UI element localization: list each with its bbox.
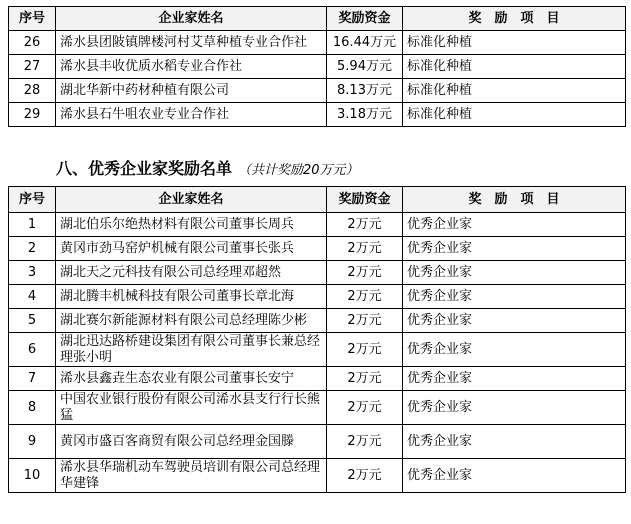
row-project: 优秀企业家: [403, 285, 626, 309]
header-index: 序号: [9, 7, 56, 31]
row-amount: 2万元: [327, 309, 403, 333]
row-name: 湖北赛尔新能源材料有限公司总经理陈少彬: [56, 309, 327, 333]
row-index: 6: [9, 333, 56, 367]
table-row: [9, 391, 626, 425]
row-index: 8: [9, 391, 56, 425]
row-amount: 2万元: [327, 237, 403, 261]
table-row: [9, 237, 626, 261]
row-name: 黄冈市盛百客商贸有限公司总经理金国滕: [56, 425, 327, 459]
row-amount: 5.94万元: [327, 55, 403, 79]
row-name: 湖北伯乐尔绝热材料有限公司董事长周兵: [56, 213, 327, 237]
row-name: 湖北迅达路桥建设集团有限公司董事长兼总经理张小明: [56, 333, 327, 367]
row-index: 2: [9, 237, 56, 261]
row-name: 浠水县华瑞机动车驾驶员培训有限公司总经理华建锋: [56, 459, 327, 493]
header-index: 序号: [9, 187, 56, 213]
row-project: 优秀企业家: [403, 261, 626, 285]
row-index: 27: [9, 55, 56, 79]
header-project: 奖 励 项 目: [403, 187, 626, 213]
row-index: 9: [9, 425, 56, 459]
table-row: [9, 31, 626, 55]
header-name: 企业家姓名: [56, 187, 327, 213]
table-row: [9, 309, 626, 333]
award-table-standardized-planting: [8, 6, 626, 127]
row-amount: 2万元: [327, 333, 403, 367]
row-name: 浠水县团陂镇牌楼河村艾草种植专业合作社: [56, 31, 327, 55]
row-index: 7: [9, 367, 56, 391]
award-table-outstanding-entrepreneurs: [8, 186, 626, 493]
section-heading: [56, 156, 359, 179]
header-project: 奖 励 项 目: [403, 7, 626, 31]
row-index: 3: [9, 261, 56, 285]
row-index: 1: [9, 213, 56, 237]
header-amount: 奖励资金: [327, 187, 403, 213]
row-name: 浠水县石牛咀农业专业合作社: [56, 103, 327, 127]
table-row: [9, 285, 626, 309]
row-amount: 2万元: [327, 391, 403, 425]
row-name: 湖北天之元科技有限公司总经理邓超然: [56, 261, 327, 285]
row-name: 黄冈市劲马窑炉机械有限公司董事长张兵: [56, 237, 327, 261]
row-name: 浠水县丰收优质水稻专业合作社: [56, 55, 327, 79]
row-project: 标准化种植: [403, 103, 626, 127]
row-index: 29: [9, 103, 56, 127]
row-amount: 3.18万元: [327, 103, 403, 127]
row-amount: 2万元: [327, 261, 403, 285]
row-index: 28: [9, 79, 56, 103]
section-title: 八、优秀企业家奖励名单: [56, 159, 233, 178]
table-header-row: [9, 7, 626, 31]
row-amount: 16.44万元: [327, 31, 403, 55]
row-index: 4: [9, 285, 56, 309]
row-amount: 2万元: [327, 367, 403, 391]
row-name: 湖北华新中药材种植有限公司: [56, 79, 327, 103]
row-amount: 2万元: [327, 213, 403, 237]
row-amount: 2万元: [327, 285, 403, 309]
header-amount: 奖励资金: [327, 7, 403, 31]
table-row: [9, 213, 626, 237]
table-row: [9, 459, 626, 493]
row-index: 5: [9, 309, 56, 333]
table-row: [9, 79, 626, 103]
row-project: 标准化种植: [403, 31, 626, 55]
row-project: 优秀企业家: [403, 425, 626, 459]
row-index: 26: [9, 31, 56, 55]
row-project: 标准化种植: [403, 79, 626, 103]
table-header-row: [9, 187, 626, 213]
row-project: 优秀企业家: [403, 333, 626, 367]
row-amount: 8.13万元: [327, 79, 403, 103]
table-row: [9, 55, 626, 79]
row-name: 湖北腾丰机械科技有限公司董事长章北海: [56, 285, 327, 309]
row-project: 标准化种植: [403, 55, 626, 79]
row-project: 优秀企业家: [403, 309, 626, 333]
header-name: 企业家姓名: [56, 7, 327, 31]
row-name: 中国农业银行股份有限公司浠水县支行行长熊猛: [56, 391, 327, 425]
section-note: （共计奖励20万元）: [238, 163, 359, 178]
row-amount: 2万元: [327, 459, 403, 493]
row-index: 10: [9, 459, 56, 493]
row-amount: 2万元: [327, 425, 403, 459]
row-project: 优秀企业家: [403, 459, 626, 493]
row-project: 优秀企业家: [403, 237, 626, 261]
row-project: 优秀企业家: [403, 213, 626, 237]
row-project: 优秀企业家: [403, 367, 626, 391]
table-row: [9, 367, 626, 391]
table-row: [9, 425, 626, 459]
row-name: 浠水县鑫垚生态农业有限公司董事长安宁: [56, 367, 327, 391]
table-row: [9, 103, 626, 127]
table-row: [9, 261, 626, 285]
row-project: 优秀企业家: [403, 391, 626, 425]
table-row: [9, 333, 626, 367]
